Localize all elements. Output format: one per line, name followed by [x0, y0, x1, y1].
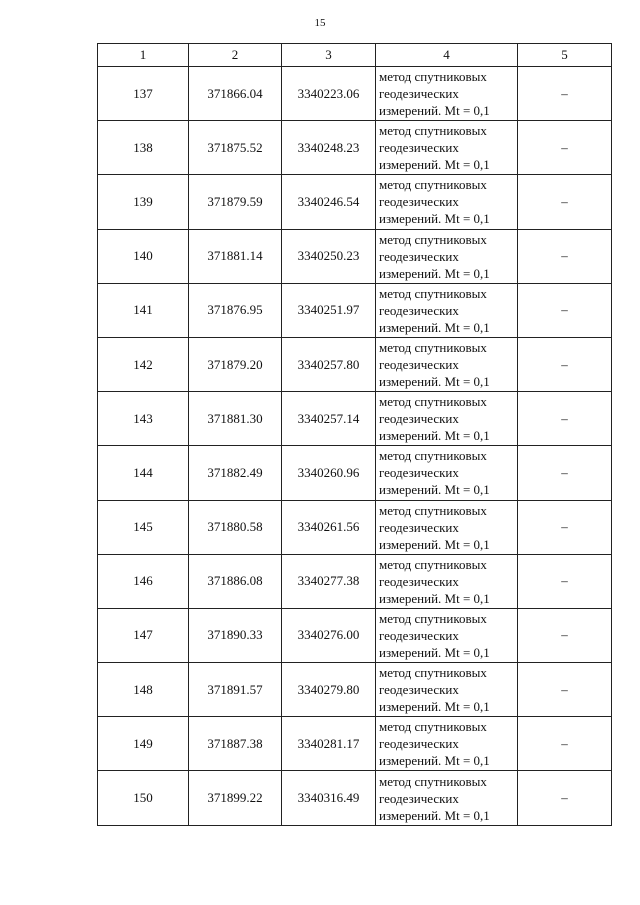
- table-row: [98, 121, 612, 175]
- point-number-cell: 140: [98, 229, 189, 283]
- y-coordinate-cell: 3340257.14: [282, 392, 376, 446]
- coordinates-table: [97, 43, 612, 826]
- y-coordinate-cell: 3340279.80: [282, 663, 376, 717]
- point-number-cell: 147: [98, 608, 189, 662]
- method-line: метод спутниковых: [379, 340, 487, 356]
- note-cell: –: [518, 608, 612, 662]
- point-number-cell: 137: [98, 67, 189, 121]
- method-line: измерений. Mt = 0,1: [379, 428, 490, 444]
- method-line: метод спутниковых: [379, 610, 487, 626]
- method-line: измерений. Mt = 0,1: [379, 536, 490, 552]
- method-line: метод спутниковых: [379, 773, 487, 789]
- header-row: [98, 44, 612, 67]
- note-cell: –: [518, 121, 612, 175]
- table-row: [98, 608, 612, 662]
- table-row: [98, 717, 612, 771]
- table-row: [98, 175, 612, 229]
- table-row: [98, 446, 612, 500]
- x-coordinate-cell: 371891.57: [189, 663, 282, 717]
- header-col-1: 1: [98, 44, 189, 67]
- x-coordinate-cell: 371882.49: [189, 446, 282, 500]
- method-cell: [376, 446, 518, 500]
- point-number-cell: 139: [98, 175, 189, 229]
- point-number-cell: 146: [98, 554, 189, 608]
- method-line: геодезических: [379, 790, 459, 806]
- note-cell: –: [518, 500, 612, 554]
- table-row: [98, 500, 612, 554]
- method-cell: [376, 663, 518, 717]
- note-cell: –: [518, 67, 612, 121]
- method-cell: [376, 500, 518, 554]
- y-coordinate-cell: 3340281.17: [282, 717, 376, 771]
- x-coordinate-cell: 371887.38: [189, 717, 282, 771]
- table-row: [98, 229, 612, 283]
- header-col-3: 3: [282, 44, 376, 67]
- table-body: [98, 67, 612, 826]
- method-line: измерений. Mt = 0,1: [379, 157, 490, 173]
- y-coordinate-cell: 3340260.96: [282, 446, 376, 500]
- x-coordinate-cell: 371875.52: [189, 121, 282, 175]
- y-coordinate-cell: 3340246.54: [282, 175, 376, 229]
- table-row: [98, 771, 612, 825]
- method-line: метод спутниковых: [379, 394, 487, 410]
- y-coordinate-cell: 3340277.38: [282, 554, 376, 608]
- method-line: геодезических: [379, 627, 459, 643]
- page-number: 15: [314, 17, 326, 29]
- table-row: [98, 283, 612, 337]
- method-line: геодезических: [379, 682, 459, 698]
- method-line: геодезических: [379, 140, 459, 156]
- table-row: [98, 337, 612, 391]
- method-line: метод спутниковых: [379, 556, 487, 572]
- note-cell: –: [518, 554, 612, 608]
- method-cell: [376, 337, 518, 391]
- x-coordinate-cell: 371899.22: [189, 771, 282, 825]
- point-number-cell: 144: [98, 446, 189, 500]
- method-cell: [376, 554, 518, 608]
- y-coordinate-cell: 3340257.80: [282, 337, 376, 391]
- point-number-cell: 138: [98, 121, 189, 175]
- method-cell: [376, 283, 518, 337]
- method-cell: [376, 175, 518, 229]
- method-line: метод спутниковых: [379, 231, 487, 247]
- point-number-cell: 142: [98, 337, 189, 391]
- method-line: метод спутниковых: [379, 448, 487, 464]
- note-cell: –: [518, 663, 612, 717]
- method-line: геодезических: [379, 736, 459, 752]
- method-line: геодезических: [379, 302, 459, 318]
- point-number-cell: 150: [98, 771, 189, 825]
- x-coordinate-cell: 371881.14: [189, 229, 282, 283]
- x-coordinate-cell: 371890.33: [189, 608, 282, 662]
- note-cell: –: [518, 392, 612, 446]
- note-cell: –: [518, 446, 612, 500]
- note-cell: –: [518, 771, 612, 825]
- method-line: метод спутниковых: [379, 123, 487, 139]
- note-cell: –: [518, 175, 612, 229]
- method-line: геодезических: [379, 465, 459, 481]
- point-number-cell: 143: [98, 392, 189, 446]
- method-cell: [376, 229, 518, 283]
- method-line: метод спутниковых: [379, 177, 487, 193]
- x-coordinate-cell: 371880.58: [189, 500, 282, 554]
- point-number-cell: 149: [98, 717, 189, 771]
- header-col-2: 2: [189, 44, 282, 67]
- y-coordinate-cell: 3340251.97: [282, 283, 376, 337]
- table-header: [98, 44, 612, 67]
- x-coordinate-cell: 371866.04: [189, 67, 282, 121]
- header-col-4: 4: [376, 44, 518, 67]
- y-coordinate-cell: 3340223.06: [282, 67, 376, 121]
- note-cell: –: [518, 229, 612, 283]
- y-coordinate-cell: 3340276.00: [282, 608, 376, 662]
- x-coordinate-cell: 371879.20: [189, 337, 282, 391]
- method-line: измерений. Mt = 0,1: [379, 374, 490, 390]
- y-coordinate-cell: 3340316.49: [282, 771, 376, 825]
- method-cell: [376, 67, 518, 121]
- method-line: геодезических: [379, 573, 459, 589]
- note-cell: –: [518, 717, 612, 771]
- table-row: [98, 392, 612, 446]
- method-line: метод спутниковых: [379, 502, 487, 518]
- method-line: геодезических: [379, 357, 459, 373]
- y-coordinate-cell: 3340248.23: [282, 121, 376, 175]
- point-number-cell: 141: [98, 283, 189, 337]
- method-line: геодезических: [379, 411, 459, 427]
- point-number-cell: 148: [98, 663, 189, 717]
- method-line: геодезических: [379, 519, 459, 535]
- method-line: измерений. Mt = 0,1: [379, 807, 490, 823]
- method-line: измерений. Mt = 0,1: [379, 319, 490, 335]
- table-row: [98, 67, 612, 121]
- method-cell: [376, 121, 518, 175]
- note-cell: –: [518, 283, 612, 337]
- method-line: метод спутниковых: [379, 719, 487, 735]
- x-coordinate-cell: 371881.30: [189, 392, 282, 446]
- method-line: измерений. Mt = 0,1: [379, 265, 490, 281]
- method-cell: [376, 717, 518, 771]
- x-coordinate-cell: 371886.08: [189, 554, 282, 608]
- method-cell: [376, 608, 518, 662]
- method-line: метод спутниковых: [379, 285, 487, 301]
- y-coordinate-cell: 3340250.23: [282, 229, 376, 283]
- method-line: измерений. Mt = 0,1: [379, 482, 490, 498]
- method-line: геодезических: [379, 194, 459, 210]
- method-line: геодезических: [379, 248, 459, 264]
- y-coordinate-cell: 3340261.56: [282, 500, 376, 554]
- method-line: измерений. Mt = 0,1: [379, 211, 490, 227]
- method-cell: [376, 392, 518, 446]
- method-line: измерений. Mt = 0,1: [379, 590, 490, 606]
- point-number-cell: 145: [98, 500, 189, 554]
- method-line: метод спутниковых: [379, 69, 487, 85]
- method-line: измерений. Mt = 0,1: [379, 644, 490, 660]
- note-cell: –: [518, 337, 612, 391]
- method-line: измерений. Mt = 0,1: [379, 753, 490, 769]
- x-coordinate-cell: 371879.59: [189, 175, 282, 229]
- header-col-5: 5: [518, 44, 612, 67]
- table-row: [98, 663, 612, 717]
- x-coordinate-cell: 371876.95: [189, 283, 282, 337]
- method-line: метод спутниковых: [379, 665, 487, 681]
- method-line: измерений. Mt = 0,1: [379, 699, 490, 715]
- method-line: геодезических: [379, 86, 459, 102]
- method-line: измерений. Mt = 0,1: [379, 103, 490, 119]
- method-cell: [376, 771, 518, 825]
- table-row: [98, 554, 612, 608]
